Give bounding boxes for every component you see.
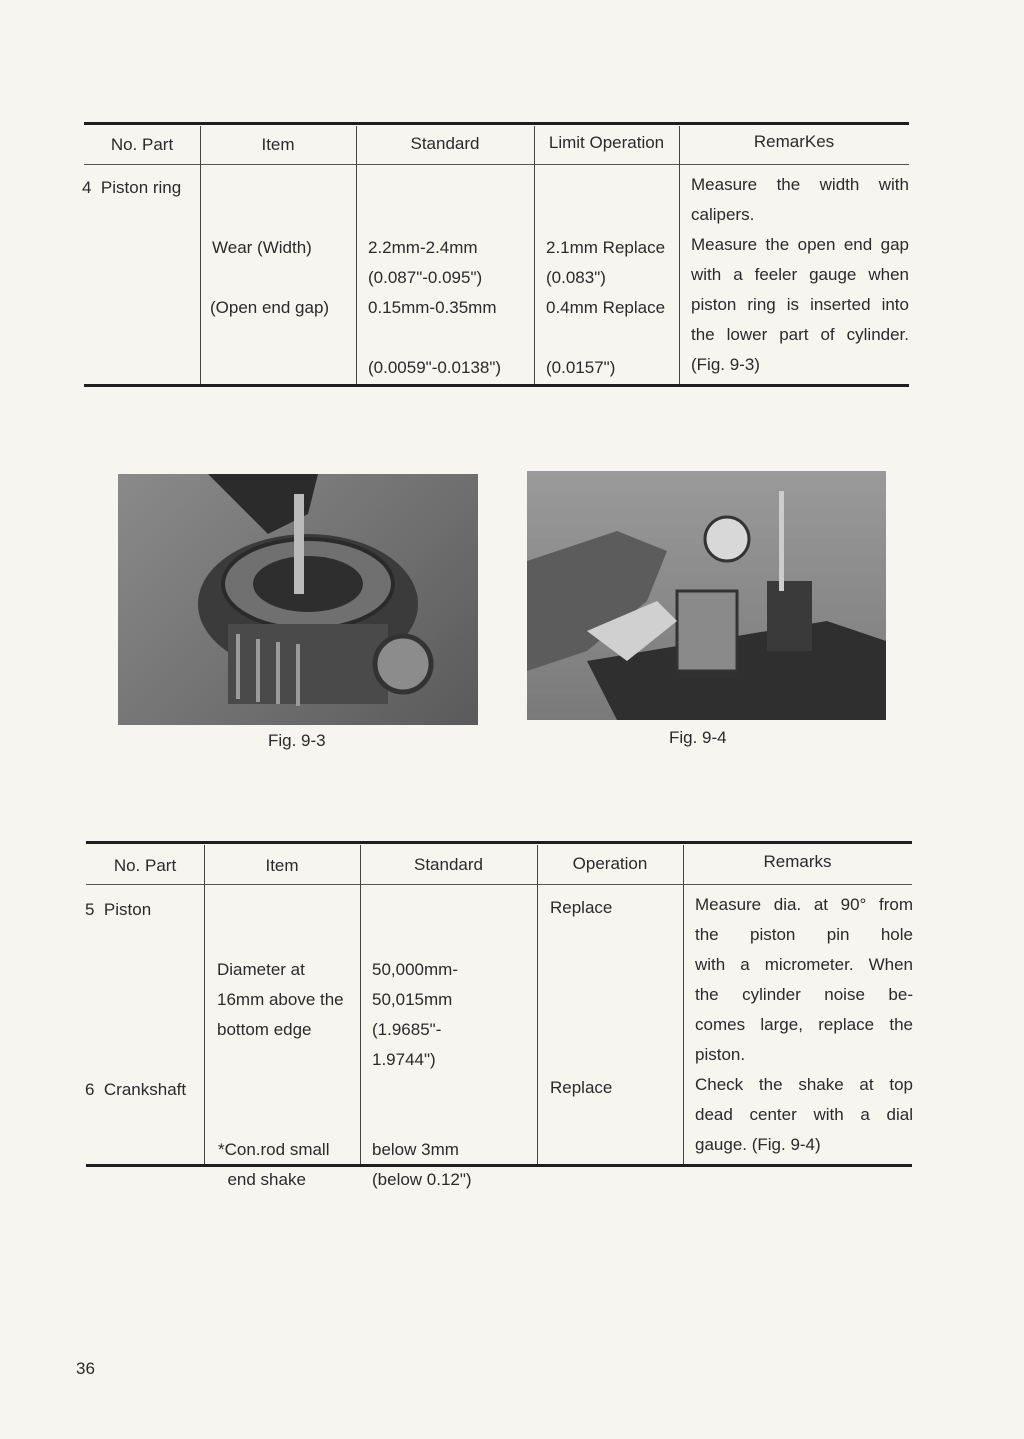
column-divider bbox=[360, 845, 361, 1164]
column-divider bbox=[679, 126, 680, 384]
cell-part-piston: 5 Piston bbox=[85, 900, 152, 919]
cell-remarks: Measure the width with calipers. Measure the open end gap with a feeler gauge when piston ring is inserted into the lower part of cylinder. (Fig. 9-3) bbox=[691, 175, 909, 374]
figure-9-3-photo bbox=[118, 474, 478, 725]
figure-9-3-caption: Fig. 9-3 bbox=[268, 731, 326, 750]
header-limit-operation: Limit Operation bbox=[548, 133, 665, 152]
cell-operation-crankshaft: Replace bbox=[550, 1078, 613, 1097]
column-divider bbox=[534, 126, 535, 384]
cell-remarks-crankshaft: Check the shake at top dead center with a dial gauge. (Fig. 9-4) bbox=[695, 1075, 913, 1154]
header-item: Item bbox=[261, 135, 295, 154]
cell-standard-piston: 50,000mm- 50,015mm (1.9685"- 1.9744") bbox=[372, 960, 458, 1069]
figure-9-4-caption: Fig. 9-4 bbox=[669, 728, 727, 747]
figure-9-4-photo bbox=[527, 471, 886, 720]
column-divider bbox=[683, 845, 684, 1164]
header-remarks: RemarKes bbox=[753, 132, 835, 151]
cell-standard: 2.2mm-2.4mm (0.087"-0.095") 0.15mm-0.35mm (0.0059"-0.0138") bbox=[368, 238, 502, 377]
page-number: 36 bbox=[76, 1359, 95, 1378]
cell-limit: 2.1mm Replace (0.083") 0.4mm Replace (0.0157") bbox=[546, 238, 666, 377]
column-divider bbox=[537, 845, 538, 1164]
header-operation: Operation bbox=[572, 854, 648, 873]
cell-part-crankshaft: 6 Crankshaft bbox=[85, 1080, 187, 1099]
cell-item-crankshaft: *Con.rod small end shake bbox=[218, 1140, 330, 1189]
cell-part: 4 Piston ring bbox=[82, 178, 182, 197]
header-item: Item bbox=[265, 856, 299, 875]
cell-item-piston: Diameter at 16mm above the bottom edge bbox=[217, 960, 344, 1039]
header-no-part: No. Part bbox=[110, 135, 174, 154]
table-bottom-rule bbox=[86, 1164, 912, 1167]
header-rule bbox=[86, 884, 912, 885]
column-divider bbox=[204, 845, 205, 1164]
header-standard: Standard bbox=[414, 855, 483, 874]
header-no-part: No. Part bbox=[113, 856, 177, 875]
header-standard: Standard bbox=[410, 134, 480, 153]
cell-item: Wear (Width) (Open end gap) bbox=[210, 238, 330, 317]
header-remarks: Remarks bbox=[763, 852, 832, 871]
cell-standard-crankshaft: below 3mm (below 0.12") bbox=[372, 1140, 472, 1189]
cell-operation-piston: Replace bbox=[550, 898, 613, 917]
header-rule bbox=[84, 164, 909, 165]
cell-remarks-piston: Measure dia. at 90° from the piston pin hole with a micrometer. When the cylinder noise be- comes large, replace the piston. bbox=[695, 895, 913, 1064]
table-top-rule bbox=[86, 841, 912, 844]
table-top-rule bbox=[84, 122, 909, 125]
column-divider bbox=[356, 126, 357, 384]
column-divider bbox=[200, 126, 201, 384]
